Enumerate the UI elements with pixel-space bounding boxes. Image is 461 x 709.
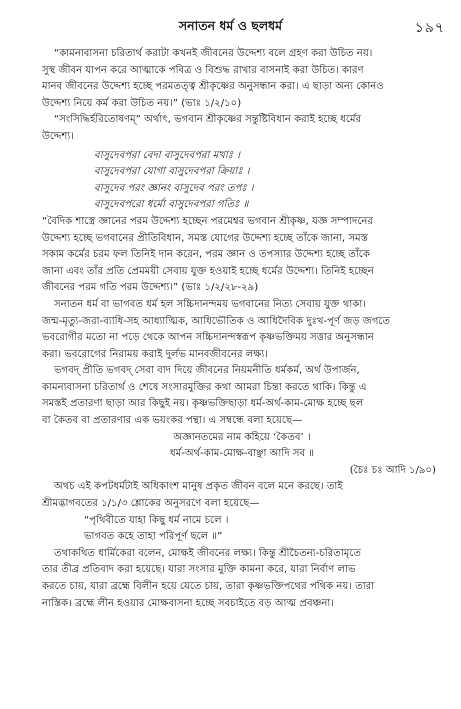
text-line: মানব জীবনের উদ্দেশ্য হচ্ছে পরমতত্ত্ব শ্রীকৃষ্ণের অনুসন্ধান করা। এ ছাড়া অন্য কোনও: [42, 81, 384, 93]
verse-line: বাসুদেবপরা যোগা বাসুদেবপরা ক্রিয়াঃ ।: [94, 166, 250, 178]
text-line: জন্ম-মৃত্যু-জরা-ব্যাধি-সহ আধ্যাত্মিক, আধিভৌতিক ও আধিদৈবিক দুঃখ-পূর্ণ জড় জগতে: [42, 315, 391, 327]
text-line: ভগবদ্ প্রীতি ভগবদ্ সেবা বাদ দিয়ে জীবনের নিয়মনীতি ধর্মকর্ম, অর্থ উপার্জন,: [54, 365, 360, 377]
text-line: নাস্তিক। ব্রহ্মে লীন হওয়ার মোক্ষবাসনা হচ্ছে সবচাইতে বড় আত্ম প্রবঞ্চনা।: [42, 597, 334, 609]
text-line: করা। ভবরোগের নিরাময় করাই দুর্লভ মানবজীবনের লক্ষ্য।: [42, 348, 268, 360]
text-line: “কামনাবাসনা চরিতার্থ করাটা কখনই জীবনের উদ্দেশ্য বলে গ্রহণ করা উচিত নয়।: [54, 48, 373, 59]
text-line: শ্রীমদ্ভাগবতের ১/১/৩ শ্লোকের অনুসরণে বলা হয়েছে—: [42, 498, 260, 510]
page-body: [42, 46, 442, 612]
text-line: অথচ এই কপটধর্মটাই অধিকাংশ মানুষ প্রকৃত জীবন বলে মনে করছে। তাই: [54, 481, 343, 493]
text-line: ভবরোগীর মতো না পড়ে থেকে আপন সচ্চিদানন্দস্বরূপ কৃষ্ণভক্তিময় সত্তার অনুসন্ধান: [42, 332, 374, 344]
page-number: ১৯৭: [414, 20, 445, 36]
text-line: জানা এবং তাঁর প্রতি প্রেমময়ী সেবায় যুক্ত হওয়াই হচ্ছে ধর্মের উদ্দেশ্য। তিনিই হচ্ছেন: [42, 265, 374, 277]
text-line: তথাকথিত ধার্মিকেরা বলেন, মোক্ষই জীবনের লক্ষ্য। কিন্তু শ্রীচৈতন্য-চরিতামৃতে: [54, 547, 362, 559]
text-line: অজ্ঞানতমের নাম কহিয়ে ‘কৈতব’ ।: [173, 431, 311, 443]
text-line: (চৈঃ চঃ আদি ১/৯০): [349, 464, 436, 476]
verse-line: বাসুদেব পরং জ্ঞানং বাসুদেব পরং তপঃ ।: [94, 182, 254, 194]
text-line: সমস্তই প্রতারণা ছাড়া আর কিছুই নয়। কৃষ্ণভক্তিছাড়া ধর্ম-অর্থ-কাম-মোক্ষ হচ্ছে ছল: [42, 398, 364, 410]
text-line: করতে চায়, যারা ব্রহ্মে বিলীন হয়ে যেতে চায়, তারা কৃষ্ণভক্তিপথের পথিক নয়। তারা: [42, 581, 375, 592]
verse-line: “পৃথিবীতে যাহা কিছু ধর্ম নামে চলে ।: [84, 514, 229, 526]
text-line: “সংসিদ্ধির্হরিতোষণম্” অর্থাৎ, ভগবান শ্রীকৃষ্ণের সন্তুষ্টিবিধান করাই হচ্ছে ধর্মের: [54, 114, 362, 126]
verse-line: ভাগবত কহে তাহা পরিপূর্ণ ছলে ॥”: [84, 531, 223, 543]
text-line: সকাম কর্মের চরম ফল তিনিই দান করেন, পরম জ্ঞান ও তপস্যার উদ্দেশ্য হচ্ছে তাঁকে: [42, 249, 370, 261]
verse-line: বাসুদেবপরো ধর্মো বাসুদেবপরা গতিঃ ॥: [94, 199, 249, 211]
text-line: বা কৈতব বা প্রতারণার এক ভয়ংকর পন্থা। এ সম্বন্ধে বলা হয়েছে—: [42, 415, 303, 427]
text-line: কামনাবাসনা চরিতার্থ ও শেষে সংসারমুক্তির কথা আমরা চিন্তা করতে থাকি। কিন্তু এ: [42, 381, 367, 393]
text-line: “বৈদিক শাস্ত্রে জ্ঞানের পরম উদ্দেশ্য হচ্ছেন পরমেশ্বর ভগবান শ্রীকৃষ্ণ, যজ্ঞ সম্পাদনের: [42, 215, 373, 227]
running-title: সনাতন ধর্ম ও ছলধর্ম: [178, 18, 283, 33]
page-header: [0, 14, 461, 36]
text-line: জীবনের পরম গতি পরম উদ্দেশ্য।” (ভাঃ ১/২/২৮-২৯): [42, 282, 259, 294]
text-line: তার তীব্র প্রতিবাদ করা হয়েছে। যারা সংসার মুক্তি কামনা করে, যারা নির্বাণ লাভ: [42, 564, 356, 576]
text-line: ধর্ম-অর্থ-কাম-মোক্ষ-বাঞ্ছা আদি সব ॥: [169, 448, 315, 460]
text-line: সুস্থ জীবন যাপন করে আত্মাকে পবিত্র ও বিশুদ্ধ রাখার বাসনাই করা উচিত। কারণ: [42, 64, 364, 76]
text-line: উদ্দেশ্য হচ্ছে ভগবানের প্রীতিবিধান, সমস্ত যোগের উদ্দেশ্য হচ্ছে তাঁকে জানা, সমস্ত: [42, 232, 368, 244]
text-line: উদ্দেশ্য।: [42, 130, 74, 142]
verse-line: বাসুদেবপরা বেদা বাসুদেবপরা মখাঃ ।: [94, 149, 240, 161]
text-line: সনাতন ধর্ম বা ভাগবত ধর্ম হল সচ্চিদানন্দময় ভগবানের নিত্য সেবায় যুক্ত থাকা।: [54, 298, 366, 310]
text-line: উদ্দেশ্য নিয়ে কর্ম করা উচিত নয়।” (ভাঃ ১/২/১০): [42, 97, 242, 109]
